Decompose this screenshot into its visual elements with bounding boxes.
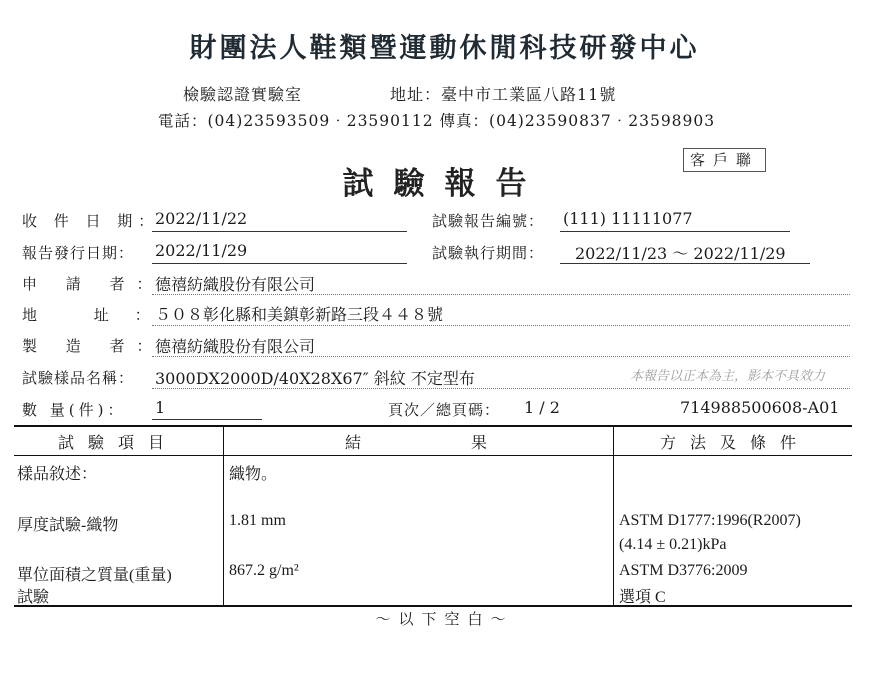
test-period-value: 2022/11/23 ～ 2022/11/29: [575, 244, 786, 263]
table-row-result: 1.81 mm: [229, 512, 286, 529]
table-row-result: 織物。: [229, 466, 278, 483]
received-date-underline: [152, 230, 407, 232]
test-period-label: 試驗執行期間：: [432, 244, 545, 262]
applicant-underline: [152, 293, 850, 295]
header-test-item: 試驗項目: [58, 433, 179, 452]
quantity-underline: [152, 418, 262, 420]
issue-date-value: 2022/11/29: [155, 241, 248, 260]
header-method: 方法及條件: [660, 433, 811, 452]
applicant-value: 德禧紡織股份有限公司: [155, 275, 316, 294]
table-bottom-border: [14, 605, 852, 607]
table-row-method-detail: 選項 C: [619, 589, 666, 606]
table-column-divider: [613, 426, 614, 606]
received-date-label: 收 件 日 期：: [22, 212, 160, 230]
page-value: 1 / 2: [524, 398, 560, 417]
manufacturer-value: 德禧紡織股份有限公司: [155, 337, 316, 356]
lab-name: 檢驗認證實驗室: [183, 85, 303, 104]
table-row-item: 厚度試驗-織物: [17, 517, 119, 534]
sample-name-value: 3000DX2000D/40X28X67″ 斜紋 不定型布: [155, 369, 475, 388]
address-value: ５０８彰化縣和美鎮彰新路三段４４８號: [155, 305, 444, 324]
received-date-value: 2022/11/22: [155, 209, 248, 228]
table-row-method-detail: (4.14 ± 0.21)kPa: [619, 536, 727, 553]
end-of-report-note: ～以下空白～: [375, 610, 514, 628]
report-number-underline: [560, 230, 790, 232]
page-label: 頁次／總頁碼：: [388, 401, 501, 419]
table-row-item-continued: 試驗: [17, 589, 50, 606]
lab-address: 地址：臺中市工業區八路11號: [390, 85, 617, 104]
table-top-border: [14, 425, 852, 427]
header-result: 結果: [345, 433, 598, 452]
manufacturer-underline: [152, 355, 850, 357]
table-row-item: 單位面積之質量(重量): [17, 567, 172, 584]
table-row-method: ASTM D1777:1996(R2007): [619, 512, 801, 529]
report-number-value: (111) 11111077: [563, 209, 693, 228]
lab-phone-fax: 電話：(04)23593509‧23590112 傳真：(04)23590837‧23598903: [158, 112, 716, 130]
report-code: 714988500608-A01: [680, 398, 840, 417]
quantity-label: 數 量(件)：: [22, 401, 127, 419]
sample-name-underline: [152, 387, 850, 389]
issue-date-underline: [152, 262, 407, 264]
table-header-divider: [14, 455, 852, 456]
applicant-label: 申 請 者：: [22, 275, 164, 293]
table-column-divider: [223, 426, 224, 606]
manufacturer-label: 製 造 者：: [22, 337, 164, 355]
copy-validity-stamp: 本報告以正本為主，影本不具效力: [630, 369, 826, 384]
table-row-result: 867.2 g/m²: [229, 562, 299, 579]
address-underline: [152, 324, 850, 326]
test-period-underline: [560, 262, 810, 264]
copy-type-label: 客戶聯: [683, 148, 766, 172]
table-row-item: 樣品敘述：: [17, 466, 98, 483]
address-label: 地 址：: [22, 306, 176, 324]
organization-name: 財團法人鞋類暨運動休閒科技研發中心: [189, 33, 700, 64]
quantity-value: 1: [155, 398, 166, 417]
report-number-label: 試驗報告編號：: [432, 212, 545, 230]
issue-date-label: 報告發行日期：: [22, 244, 135, 262]
table-row-method: ASTM D3776:2009: [619, 562, 748, 579]
report-title: 試驗報告: [342, 166, 547, 202]
sample-name-label: 試驗樣品名稱：: [22, 369, 135, 387]
